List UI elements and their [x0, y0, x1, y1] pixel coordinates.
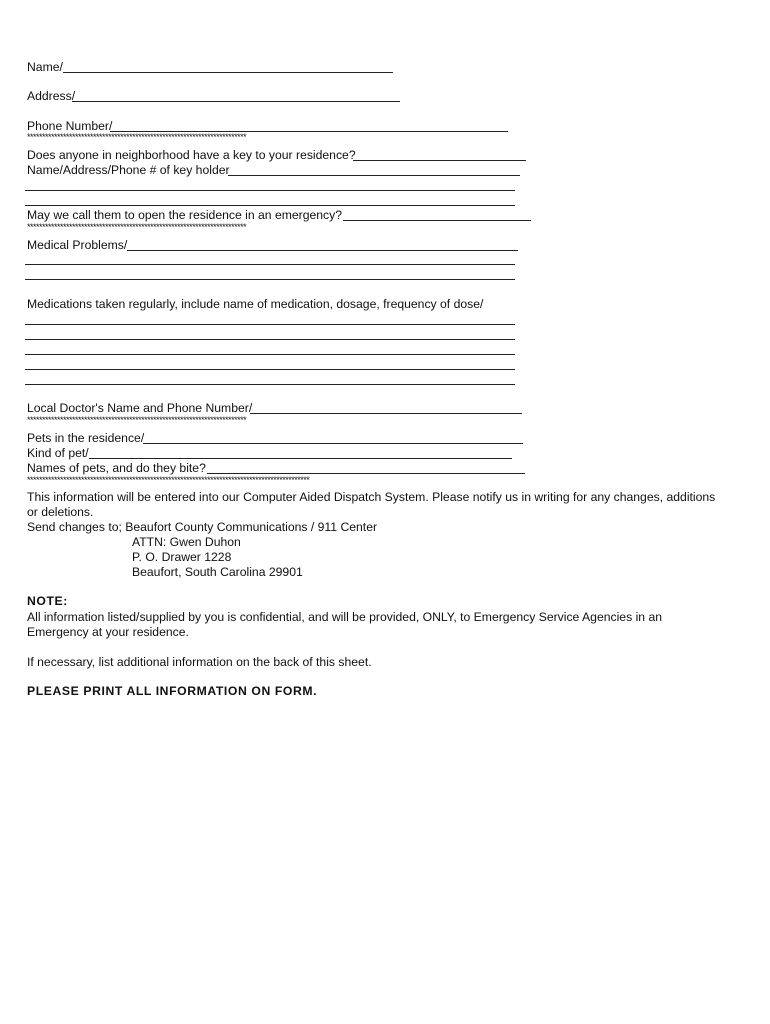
address-field[interactable] [72, 101, 400, 102]
address-attn: ATTN: Gwen Duhon [132, 535, 241, 549]
separator-stars-2: ************************************************************************* [27, 223, 247, 232]
call-answer-field[interactable] [343, 220, 531, 221]
medications-field-line-2[interactable] [25, 339, 515, 340]
medications-field-line-5[interactable] [25, 384, 515, 385]
key-holder-label: Name/Address/Phone # of key holder [27, 163, 230, 177]
separator-stars-1: ************************************************************************* [27, 133, 247, 142]
separator-stars-4: ********************************************************************************************** [27, 476, 310, 485]
dispatch-info-line-2: or deletions. [27, 505, 94, 519]
medical-field-line-3[interactable] [25, 279, 515, 280]
doctor-label: Local Doctor's Name and Phone Number/ [27, 401, 253, 415]
dispatch-info-line-1: This information will be entered into our Computer Aided Dispatch System. Please notify us in writing for any changes, additions [27, 490, 716, 504]
print-instruction: PLEASE PRINT ALL INFORMATION ON FORM. [27, 684, 318, 698]
medical-field-line-2[interactable] [25, 264, 515, 265]
key-holder-field-line-3[interactable] [25, 205, 515, 206]
phone-field[interactable] [110, 131, 508, 132]
medications-label: Medications taken regularly, include name of medication, dosage, frequency of dose/ [27, 297, 484, 311]
address-po-box: P. O. Drawer 1228 [132, 550, 232, 564]
key-answer-field[interactable] [353, 160, 526, 161]
note-heading: NOTE: [27, 594, 68, 608]
call-question-label: May we call them to open the residence in an emergency? [27, 208, 343, 222]
name-label: Name/ [27, 60, 63, 74]
name-field[interactable] [63, 72, 393, 73]
additional-info-text: If necessary, list additional information on the back of this sheet. [27, 655, 372, 669]
note-line-2: Emergency at your residence. [27, 625, 189, 639]
note-line-1: All information listed/supplied by you is confidential, and will be provided, ONLY, to Emergency Service Agencies in an [27, 610, 662, 624]
address-city: Beaufort, South Carolina 29901 [132, 565, 303, 579]
pet-names-field[interactable] [207, 473, 525, 474]
pets-field[interactable] [143, 443, 523, 444]
medications-field-line-3[interactable] [25, 354, 515, 355]
pets-label: Pets in the residence/ [27, 431, 145, 445]
send-changes-text: Send changes to; Beaufort County Communications / 911 Center [27, 520, 378, 534]
phone-label: Phone Number/ [27, 119, 113, 133]
doctor-field[interactable] [250, 413, 522, 414]
medications-field-line-4[interactable] [25, 369, 515, 370]
medical-field[interactable] [127, 250, 518, 251]
pet-names-label: Names of pets, and do they bite? [27, 461, 206, 475]
address-label: Address/ [27, 89, 76, 103]
key-holder-field[interactable] [228, 175, 520, 176]
separator-stars-3: ************************************************************************* [27, 416, 247, 425]
kind-of-pet-label: Kind of pet/ [27, 446, 89, 460]
key-holder-field-line-2[interactable] [25, 190, 515, 191]
kind-of-pet-field[interactable] [89, 458, 512, 459]
medical-label: Medical Problems/ [27, 238, 128, 252]
medications-field-line-1[interactable] [25, 324, 515, 325]
key-question-label: Does anyone in neighborhood have a key to your residence? [27, 148, 356, 162]
